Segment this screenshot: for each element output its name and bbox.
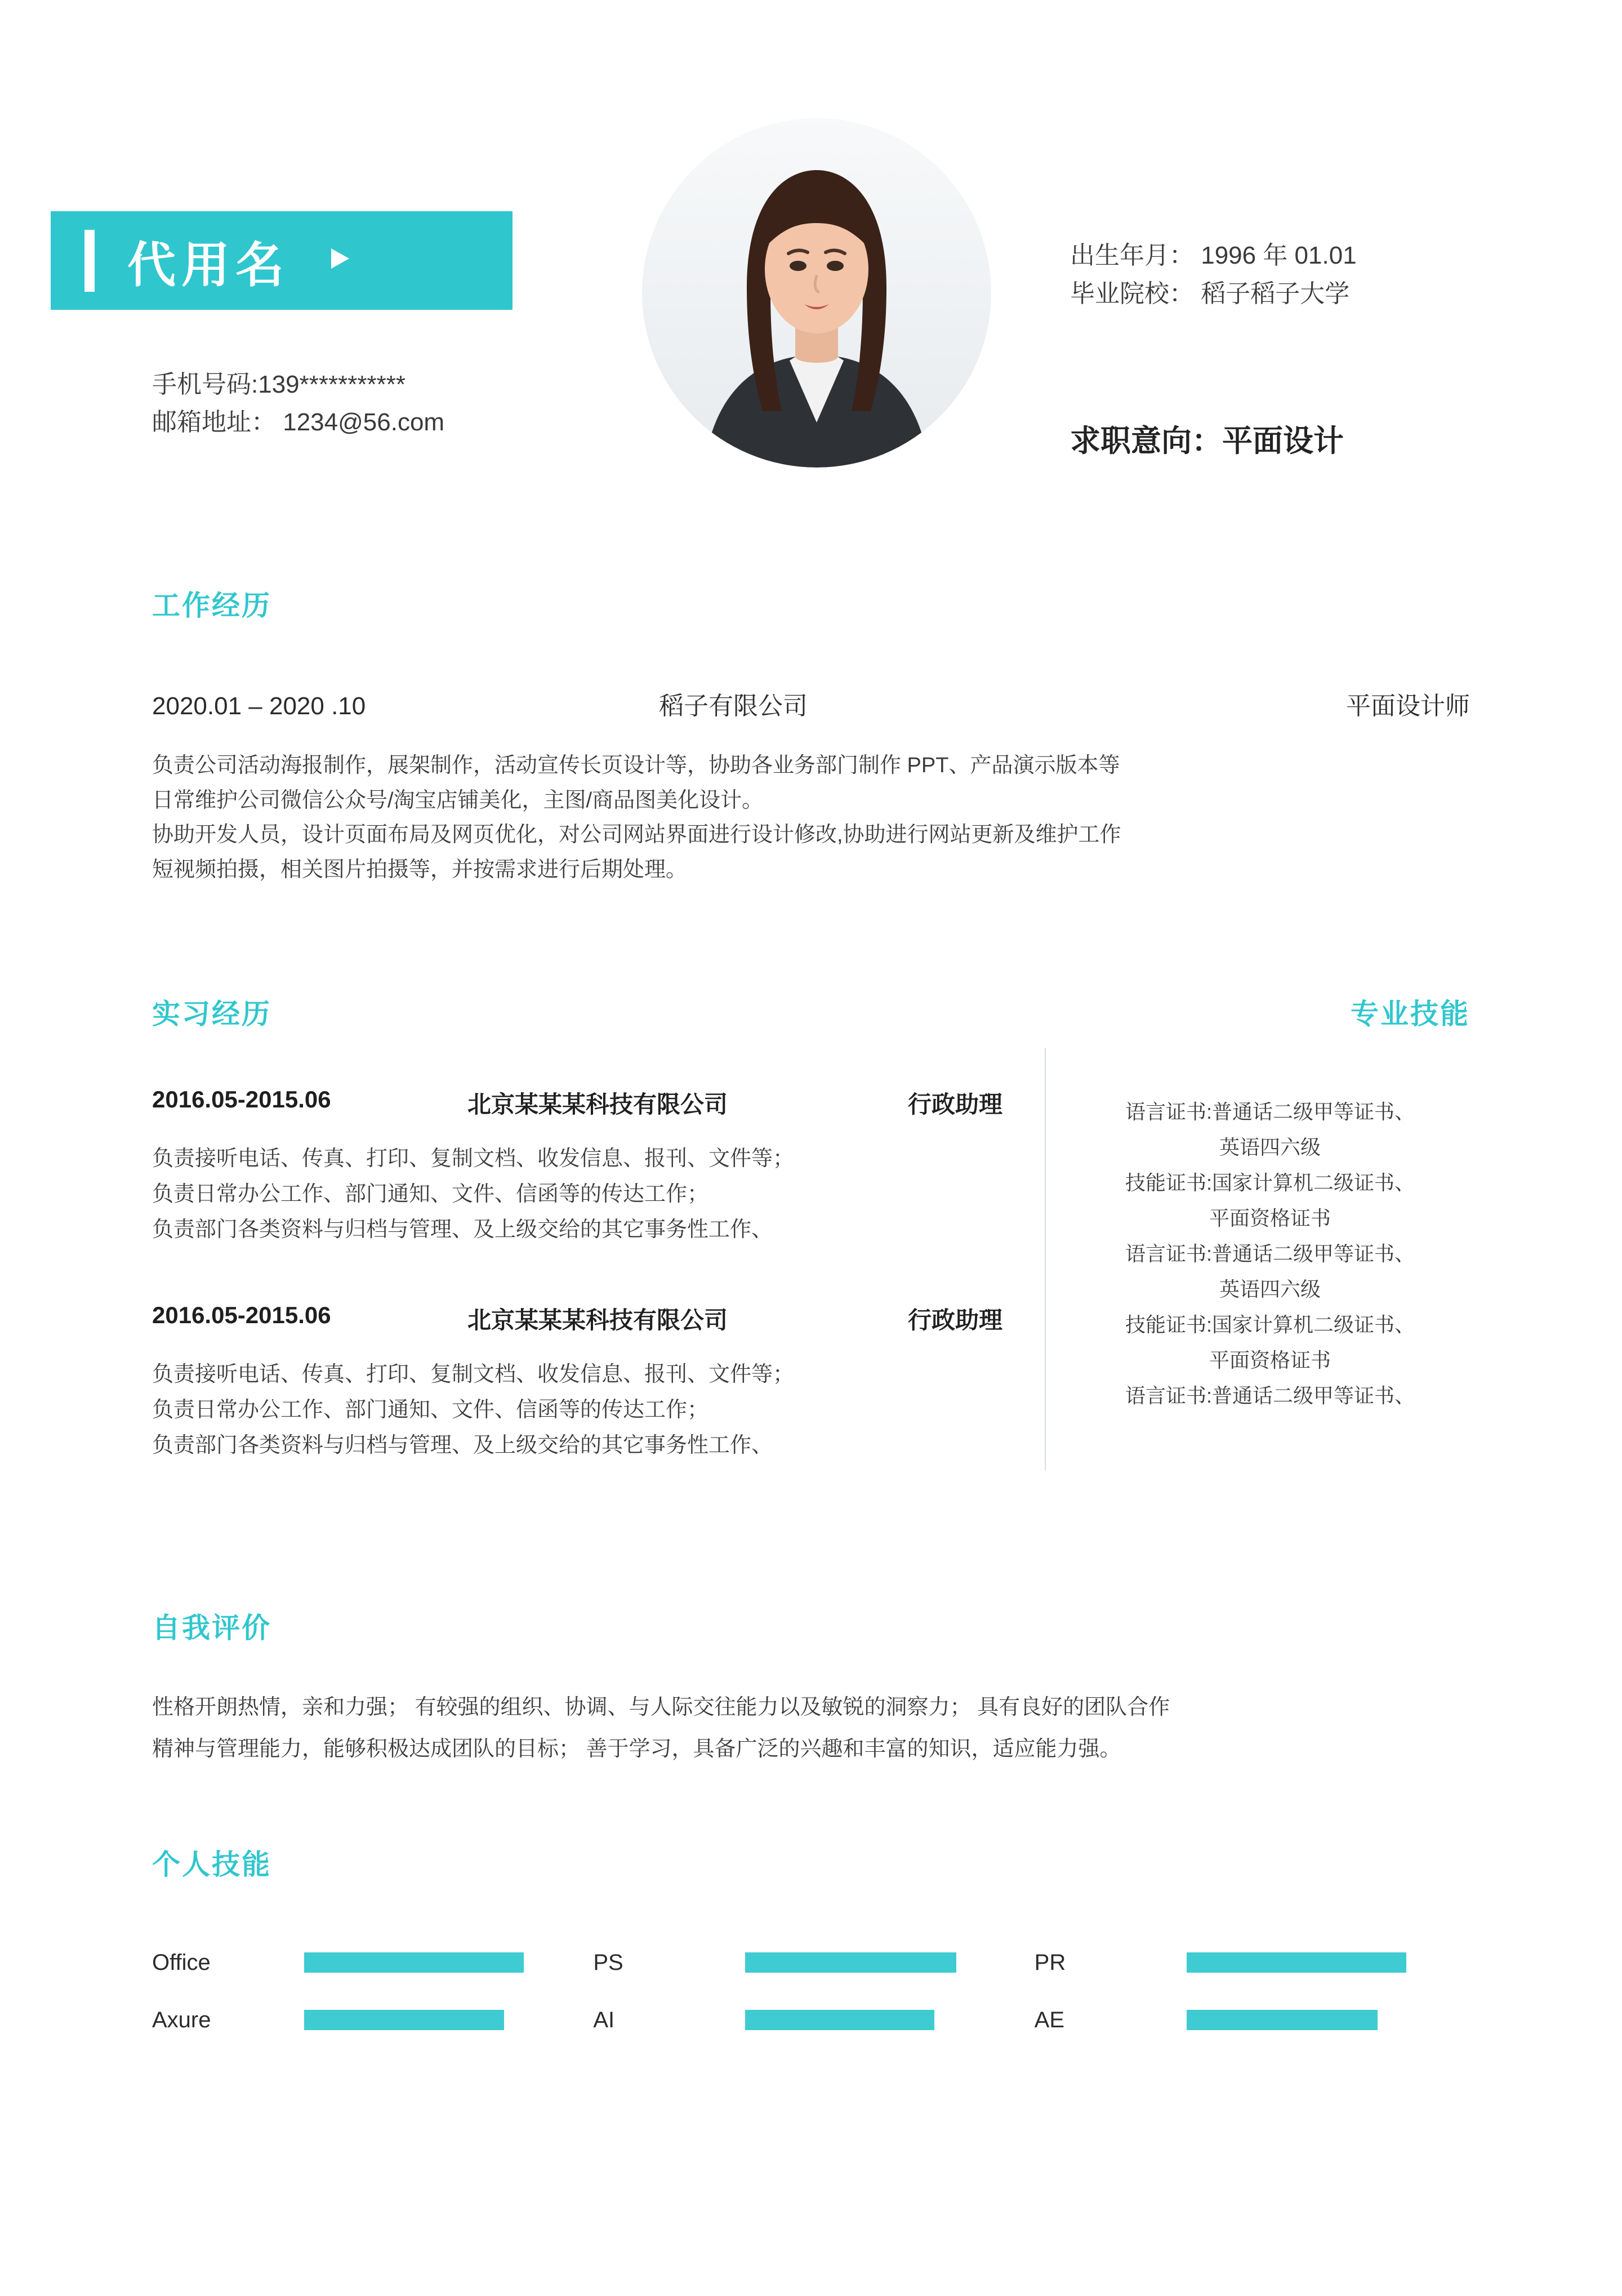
skill-fill: [304, 1952, 524, 1973]
certificates-section: [1070, 991, 1470, 1413]
skill-row: [593, 2008, 1034, 2032]
certificate-line: 语言证书:普通话二级甲等证书、: [1125, 1384, 1415, 1407]
internship-duties: [152, 1357, 1002, 1463]
job-objective: 求职意向：平面设计: [1070, 424, 1344, 458]
work-position: 平面设计师: [1346, 692, 1470, 720]
skill-bars: [152, 1950, 1476, 2032]
internship-duty-line: 负责接听电话、传真、打印、复制文档、收发信息、报刊、文件等；: [152, 1147, 795, 1171]
self-evaluation-line: 性格开朗热情，亲和力强； 有较强的组织、协调、与人际交往能力以及敏锐的洞察力； 具有良好的团队合作: [152, 1696, 1170, 1719]
section-title-internship: 实习经历: [152, 998, 271, 1030]
column-divider: [1045, 1048, 1046, 1470]
avatar: [642, 118, 991, 468]
personal-skills-section: [152, 1842, 1476, 2032]
skill-row: [593, 1950, 1034, 1975]
skill-label: PS: [593, 1950, 623, 1975]
work-duties: [152, 749, 1470, 887]
skill-label: Office: [152, 1950, 211, 1975]
school-line: 毕业院校： 稻子稻子大学: [1070, 280, 1350, 308]
internship-section: [152, 991, 1002, 1463]
internship-duty-line: 负责部门各类资料与归档与管理、及上级交给的其它事务性工作、: [152, 1434, 773, 1458]
internship-date: 2016.05-2015.06: [152, 1086, 331, 1113]
skill-track: [1187, 2010, 1406, 2030]
play-triangle-icon: [323, 243, 355, 279]
skill-fill: [304, 2010, 504, 2030]
skill-label: AI: [593, 2007, 615, 2032]
section-title-self-evaluation: 自我评价: [152, 1612, 271, 1644]
certificate-line: 英语四六级: [1219, 1136, 1321, 1159]
phone-line: 手机号码:139***********: [152, 371, 406, 398]
work-entry-header: [152, 686, 1470, 722]
skill-row: [1035, 2008, 1476, 2032]
certificate-line: 语言证书:普通话二级甲等证书、: [1125, 1242, 1415, 1265]
skill-row: [1035, 1950, 1476, 1975]
skill-label: Axure: [152, 2007, 211, 2032]
work-company: 稻子有限公司: [659, 692, 808, 720]
internship-entry-header: [152, 1302, 1002, 1336]
work-experience-section: [152, 583, 1470, 887]
internship-date: 2016.05-2015.06: [152, 1302, 331, 1329]
certificate-line: 语言证书:普通话二级甲等证书、: [1125, 1100, 1415, 1123]
internship-position: 行政助理: [907, 1307, 1002, 1334]
internship-position: 行政助理: [907, 1091, 1002, 1118]
section-title-work: 工作经历: [152, 590, 271, 621]
internship-entry: [152, 1302, 1002, 1463]
skill-track: [745, 2010, 965, 2030]
skill-fill: [745, 1952, 956, 1973]
self-evaluation-section: [152, 1605, 1476, 1770]
skill-track: [304, 2010, 524, 2030]
internship-entry-header: [152, 1086, 1002, 1120]
skill-label: AE: [1034, 2007, 1065, 2032]
self-evaluation-line: 精神与管理能力，能够积极达成团队的目标； 善于学习，具备广泛的兴趣和丰富的知识，适应能力强。: [152, 1737, 1121, 1761]
work-duty-line: 短视频拍摄，相关图片拍摄等，并按需求进行后期处理。: [152, 857, 688, 882]
work-duty-line: 负责公司活动海报制作，展架制作，活动宣传长页设计等，协助各业务部门制作 PPT、产品演示版本等: [152, 754, 1120, 777]
certificate-line: 技能证书:国家计算机二级证书、: [1125, 1313, 1415, 1336]
internship-duty-line: 负责日常办公工作、部门通知、文件、信函等的传达工作；: [152, 1182, 709, 1207]
certificate-line: 平面资格证书: [1209, 1349, 1331, 1372]
certificates-list: [1070, 1094, 1470, 1413]
internship-duty-line: 负责部门各类资料与归档与管理、及上级交给的其它事务性工作、: [152, 1218, 773, 1242]
personal-info-block: [1070, 237, 1357, 313]
skill-fill: [1187, 2010, 1378, 2030]
internship-company: 北京某某某科技有限公司: [467, 1091, 728, 1118]
work-date: 2020.01 – 2020 .10: [152, 692, 366, 720]
skill-track: [304, 1952, 524, 1973]
birth-line: 出生年月： 1996 年 01.01: [1070, 242, 1357, 269]
internship-duty-line: 负责日常办公工作、部门通知、文件、信函等的传达工作；: [152, 1398, 709, 1422]
name-banner: [51, 211, 513, 310]
section-title-certificates: 专业技能: [1351, 998, 1470, 1030]
name-accent-bar: [84, 230, 95, 292]
skill-fill: [1187, 1952, 1406, 1973]
internship-company: 北京某某某科技有限公司: [467, 1307, 728, 1334]
skill-track: [1187, 1952, 1406, 1973]
internship-duties: [152, 1141, 1002, 1248]
email-line: 邮箱地址： 1234@56.com: [152, 408, 445, 436]
skill-row: [152, 2008, 593, 2032]
skill-label: PR: [1034, 1950, 1066, 1975]
certificate-line: 技能证书:国家计算机二级证书、: [1125, 1171, 1415, 1194]
resume-header: [0, 0, 1622, 507]
skill-row: [152, 1950, 593, 1975]
self-evaluation-body: [152, 1687, 1476, 1770]
contact-block: [152, 366, 444, 442]
work-duty-line: 协助开发人员，设计页面布局及网页优化，对公司网站界面进行设计修改,协助进行网站更新及维护工作: [152, 823, 1121, 847]
candidate-name: 代用名: [127, 238, 289, 292]
internship-entry: [152, 1086, 1002, 1248]
work-duty-line: 日常维护公司微信公众号/淘宝店铺美化，主图/商品图美化设计。: [152, 788, 764, 812]
certificate-line: 平面资格证书: [1209, 1207, 1331, 1230]
internship-duty-line: 负责接听电话、传真、打印、复制文档、收发信息、报刊、文件等；: [152, 1363, 795, 1387]
section-title-personal-skills: 个人技能: [152, 1849, 271, 1880]
certificate-line: 英语四六级: [1219, 1278, 1321, 1301]
skill-track: [745, 1952, 965, 1973]
skill-fill: [745, 2010, 934, 2030]
